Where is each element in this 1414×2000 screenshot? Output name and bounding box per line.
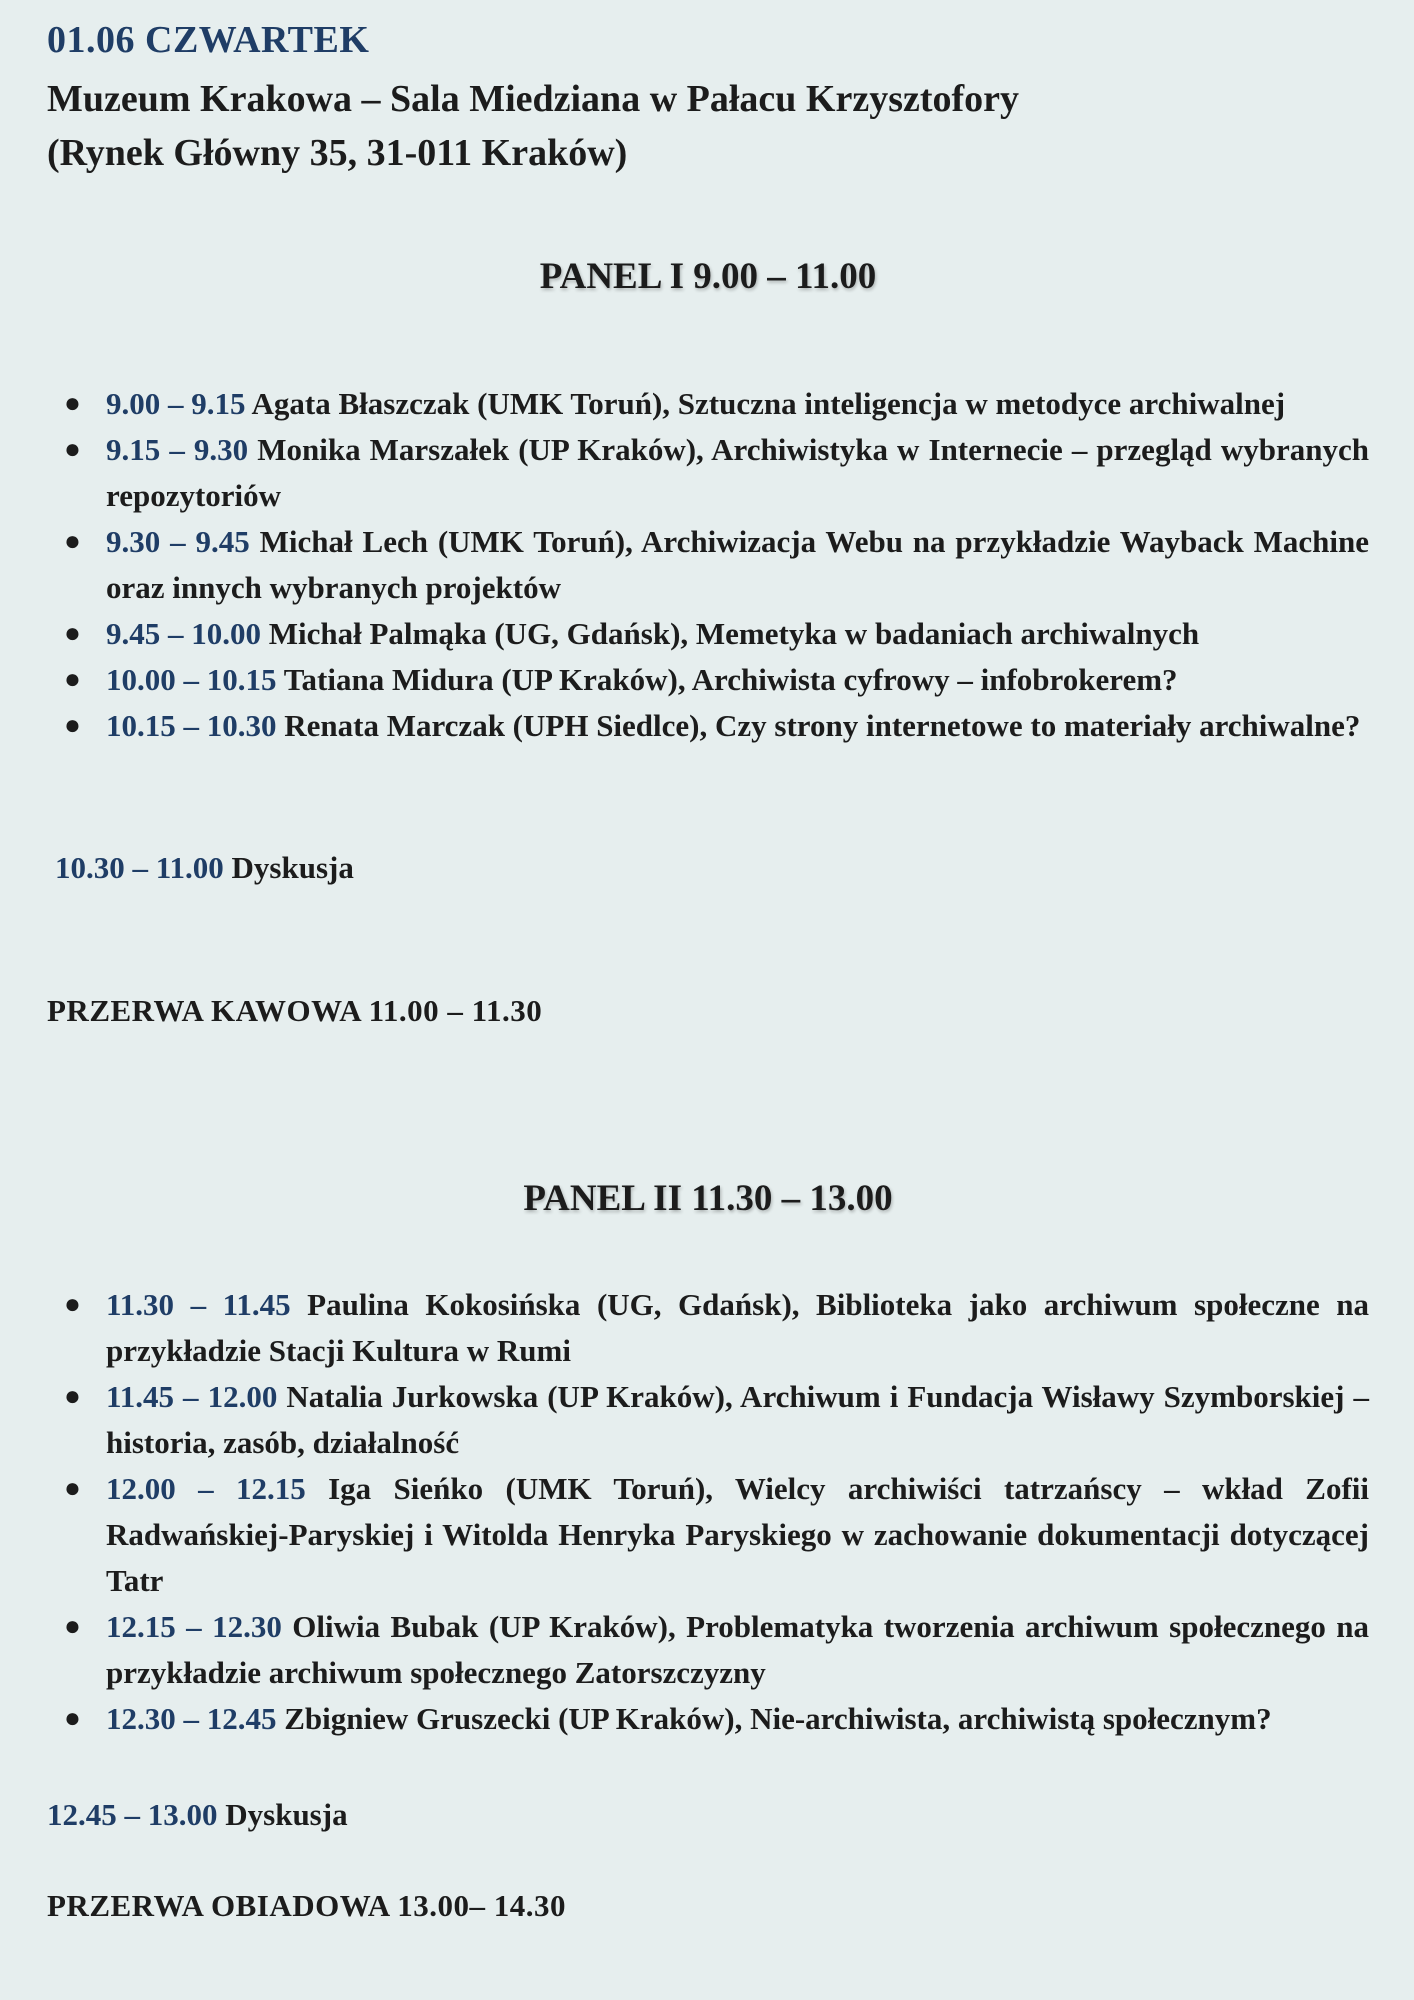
item-time: 11.30 – 11.45 (106, 1287, 291, 1322)
item-text: Agata Błaszczak (UMK Toruń), Sztuczna inteligencja w metodyce archiwalnej (251, 386, 1286, 421)
break-time: 11.00 – 11.30 (368, 993, 543, 1028)
bullet-icon: ● (64, 618, 81, 649)
bullet-icon: ● (64, 1611, 81, 1642)
bullet-icon: ● (64, 1289, 81, 1320)
bullet-icon: ● (64, 1703, 81, 1734)
panel-1-list (47, 381, 1369, 749)
bullet-icon: ● (64, 710, 81, 741)
discussion-label: Dyskusja (231, 850, 354, 885)
item-text: Michał Lech (UMK Toruń), Archiwizacja Webu na przykładzie Wayback Machine oraz innych wybranych projektów (106, 524, 1370, 605)
bullet-icon: ● (64, 388, 81, 419)
item-text: Tatiana Midura (UP Kraków), Archiwista cyfrowy – infobrokerem? (283, 662, 1178, 697)
list-item (64, 657, 1369, 703)
item-text: Michał Palmąka (UG, Gdańsk), Memetyka w badaniach archiwalnych (268, 616, 1200, 651)
discussion-time: 10.30 – 11.00 (55, 850, 224, 885)
list-item (64, 427, 1370, 519)
panel-2-list (47, 1282, 1369, 1742)
lunch-break (47, 1888, 566, 1924)
bullet-icon: ● (64, 1473, 81, 1504)
item-time: 10.15 – 10.30 (106, 708, 277, 743)
venue-name: Muzeum Krakowa – Sala Miedziana w Pałacu Krzysztofory (47, 78, 1020, 120)
day-heading: 01.06 CZWARTEK (47, 19, 370, 61)
bullet-icon: ● (64, 526, 81, 557)
item-text: Oliwia Bubak (UP Kraków), Problematyka tworzenia archiwum społecznego na przykładzie archiwum społecznego Zatorszczyzny (106, 1609, 1370, 1690)
panel-2-title: PANEL II 11.30 – 13.00 (523, 1178, 893, 1219)
panel-2-discussion (47, 1792, 348, 1838)
item-time: 9.45 – 10.00 (106, 616, 261, 651)
coffee-break (47, 993, 542, 1029)
list-item (64, 519, 1370, 611)
list-item (64, 703, 1369, 749)
bullet-icon: ● (64, 1381, 81, 1412)
list-item (64, 381, 1369, 427)
item-text: Iga Sieńko (UMK Toruń), Wielcy archiwiści tatrzańscy – wkład Zofii Radwańskiej-Paryskiej i Witolda Henryka Paryskiego w zachowanie dokumentacji dotyczącej Tatr (106, 1471, 1370, 1598)
venue-address: (Rynek Główny 35, 31-011 Kraków) (47, 132, 628, 174)
item-time: 12.15 – 12.30 (106, 1609, 282, 1644)
panel-1-discussion (55, 845, 354, 891)
item-time: 12.00 – 12.15 (106, 1471, 306, 1506)
discussion-label: Dyskusja (225, 1797, 348, 1832)
item-text: Paulina Kokosińska (UG, Gdańsk), Biblioteka jako archiwum społeczne na przykładzie Stacji Kultura w Rumi (106, 1287, 1369, 1368)
item-text: Monika Marszałek (UP Kraków), Archiwistyka w Internecie – przegląd wybranych repozytoriów (106, 432, 1370, 513)
item-time: 11.45 – 12.00 (106, 1379, 278, 1414)
item-time: 12.30 – 12.45 (106, 1701, 277, 1736)
list-item (64, 1604, 1370, 1696)
list-item (64, 1696, 1369, 1742)
item-time: 9.15 – 9.30 (106, 432, 249, 467)
bullet-icon: ● (64, 434, 81, 465)
list-item (64, 1282, 1369, 1374)
break-time: 13.00– 14.30 (397, 1888, 566, 1923)
item-time: 9.30 – 9.45 (106, 524, 250, 559)
break-label: PRZERWA OBIADOWA (47, 1888, 389, 1923)
venue-block (47, 72, 1019, 180)
item-text: Renata Marczak (UPH Siedlce), Czy strony internetowe to materiały archiwalne? (284, 708, 1361, 743)
list-item (64, 611, 1369, 657)
item-text: Zbigniew Gruszecki (UP Kraków), Nie-archiwista, archiwistą społecznym? (284, 1701, 1272, 1736)
list-item (64, 1466, 1370, 1604)
item-time: 10.00 – 10.15 (106, 662, 277, 697)
bullet-icon: ● (64, 664, 81, 695)
break-label: PRZERWA KAWOWA (47, 993, 361, 1028)
item-text: Natalia Jurkowska (UP Kraków), Archiwum i Fundacja Wisławy Szymborskiej – historia, zasób, działalność (106, 1379, 1370, 1460)
list-item (64, 1374, 1370, 1466)
panel-1-title: PANEL I 9.00 – 11.00 (539, 256, 877, 297)
item-time: 9.00 – 9.15 (106, 386, 246, 421)
discussion-time: 12.45 – 13.00 (47, 1797, 218, 1832)
